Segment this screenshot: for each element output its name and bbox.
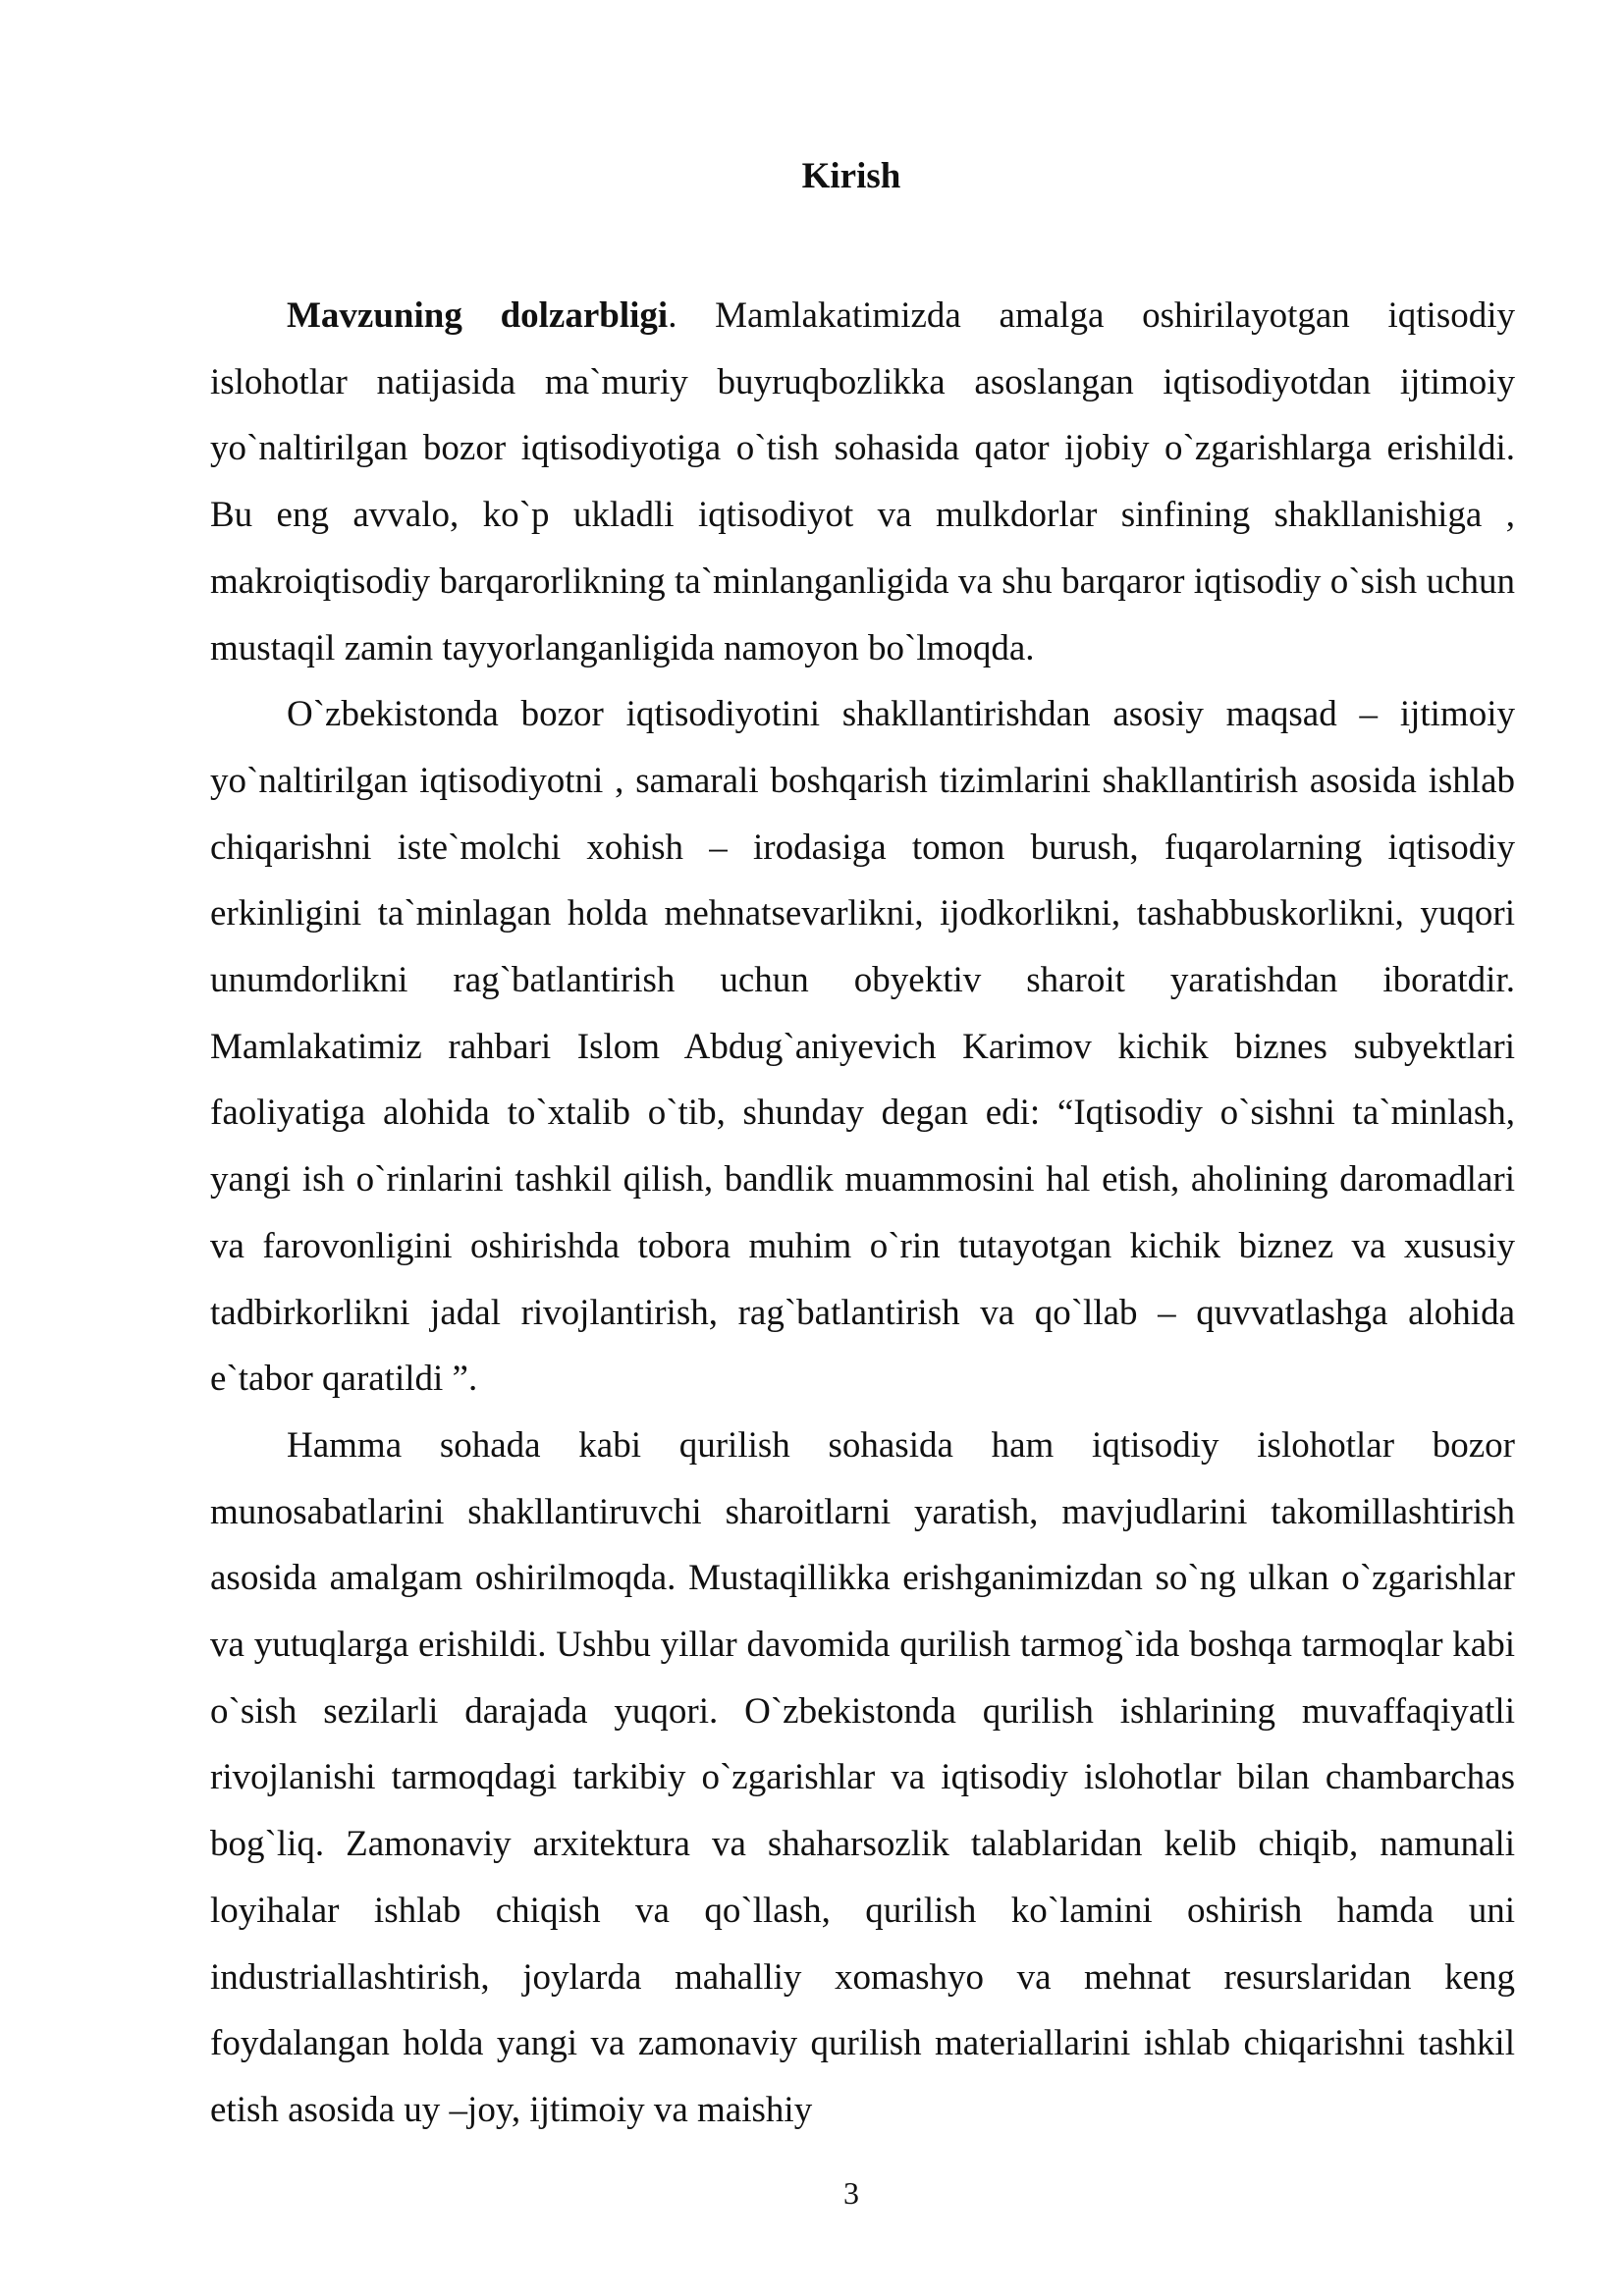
paragraph-relevance xyxy=(210,283,1515,681)
paragraph-market-economy: O`zbekistonda bozor iqtisodiyotini shakllantirishdan asosiy maqsad – ijtimoiy yo`naltirilgan iqtisodiyotni , samarali boshqarish tizimlarini shakllantirish asosida ishlab chiqarishni iste`molchi xohish – irodasiga tomon burush, fuqarolarning iqtisodiy erkinligini ta`minlagan holda mehnatsevarlikni, ijodkorlikni, tashabbuskorlikni, yuqori unumdorlikni rag`batlantirish uchun obyektiv sharoit yaratishdan iboratdir. Mamlakatimiz rahbari Islom Abdug`aniyevich Karimov kichik biznes subyektlari faoliyatiga alohida to`xtalib o`tib, shunday degan edi: “Iqtisodiy o`sishni ta`minlash, yangi ish o`rinlarini tashkil qilish, bandlik muammosini hal etish, aholining daromadlari va farovonligini oshirishda tobora muhim o`rin tutayotgan kichik biznez va xususiy tadbirkorlikni jadal rivojlantirish, rag`batlantirish va qo`llab – quvvatlashga alohida e`tabor qaratildi ”. xyxy=(210,694,1515,1400)
section-title: Kirish xyxy=(801,156,901,196)
paragraph-text: . Mamlakatimizda amalga oshirilayotgan iqtisodiy islohotlar natijasida ma`muriy buyruqbozlikka asoslangan iqtisodiyotdan ijtimoiy yo`naltirilgan bozor iqtisodiyotiga o`tish sohasida qator ijobiy o`zgarishlarga erishildi. Bu eng avvalo, ko`p ukladli iqtisodiyot va mulkdorlar sinfining shakllanishiga , makroiqtisodiy barqarorlikning ta`minlanganligida va shu barqaror iqtisodiy o`sish uchun mustaqil zamin tayyorlanganligida namoyon bo`lmoqda. xyxy=(210,295,1515,668)
paragraph-lead: Mavzuning dolzarbligi xyxy=(287,295,669,336)
body-text xyxy=(210,283,1515,2144)
page-number: 3 xyxy=(843,2175,859,2211)
paragraph-construction: Hamma sohada kabi qurilish sohasida ham iqtisodiy islohotlar bozor munosabatlarini shakllantiruvchi sharoitlarni yaratish, mavjudlarini takomillashtirish asosida amalgam oshirilmoqda. Mustaqillikka erishganimizdan so`ng ulkan o`zgarishlar va yutuqlarga erishildi. Ushbu yillar davomida qurilish tarmog`ida boshqa tarmoqlar kabi o`sish sezilarli darajada yuqori. O`zbekistonda qurilish ishlarining muvaffaqiyatli rivojlanishi tarmoqdagi tarkibiy o`zgarishlar va iqtisodiy islohotlar bilan chambarchas bog`liq. Zamonaviy arxitektura va shaharsozlik talablaridan kelib chiqib, namunali loyihalar ishlab chiqish va qo`llash, qurilish ko`lamini oshirish hamda uni industriallashtirish, joylarda mahalliy xomashyo va mehnat resurslaridan keng foydalangan holda yangi va zamonaviy qurilish materiallarini ishlab chiqarishni tashkil etish asosida uy –joy, ijtimoiy va maishiy xyxy=(210,1424,1515,2130)
